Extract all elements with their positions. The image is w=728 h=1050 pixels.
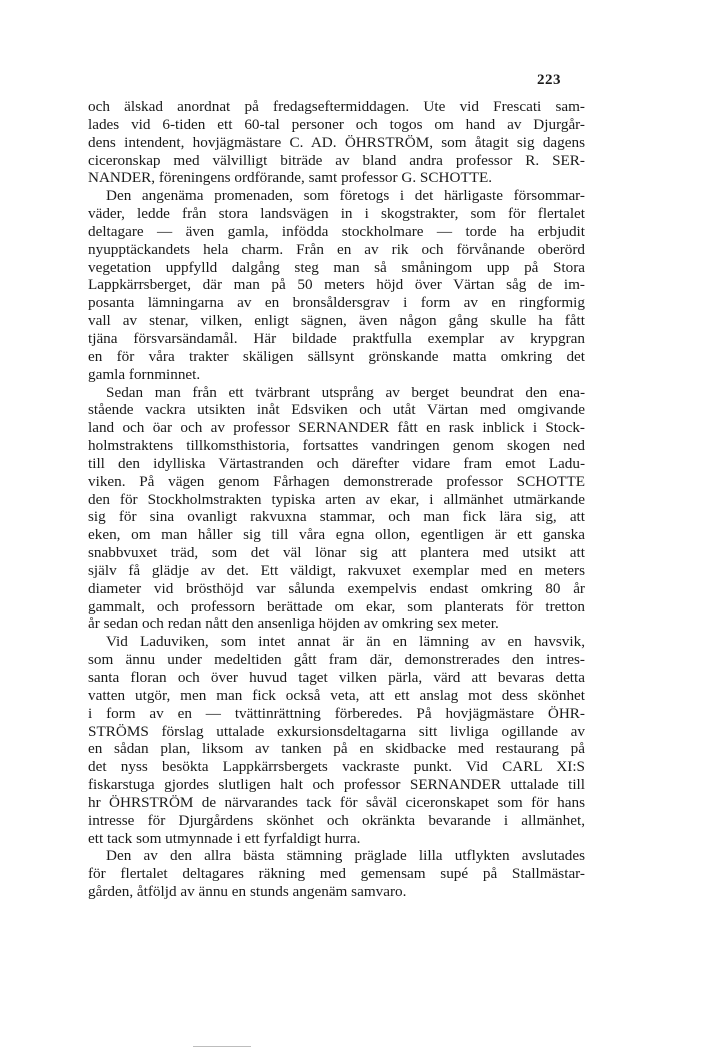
text-line: Den angenäma promenaden, som företogs i det härligaste försommar- (106, 187, 585, 205)
text-line: nyupptäckandets hela charm. Från en av rik och förvånande oberörd (88, 240, 585, 258)
text-line: ett tack som utmynnade i ett fyrfaldigt hurra. (88, 829, 361, 847)
text-line: vegetation uppfylld dalgång steg man så småningom upp på Stora (88, 258, 585, 276)
text-line: land och öar och av professor SERNANDER fått en rask inblick i Stock- (88, 419, 585, 437)
text-line: fiskarstuga gjordes slutligen halt och professor SERNANDER uttalade till (88, 776, 585, 794)
text-line: gården, åtföljd av ännu en stunds angenäm samvaro. (88, 883, 407, 901)
text-line: santa floran och över huvud taget vilken pärla, värd att bevaras detta (88, 669, 585, 686)
text-line: viken. På vägen genom Fårhagen demonstrerade professor SCHOTTE (88, 472, 585, 490)
text-line: dens intendent, hovjägmästare C. AD. ÖHRSTRÖM, som åtagit sig dagens (88, 133, 585, 151)
text-line: deltagare — även gamla, infödda stockholmare — torde ha erbjudit (88, 222, 585, 240)
text-line: en sådan plan, liksom av tanken på en skidbacke med restaurang på (88, 740, 585, 758)
text-line: för flertalet deltagares räkning med gemensam supé på Stallmästar- (88, 865, 585, 883)
text-line: det nyss besökta Lappkärrsbergets vackraste punkt. Vid CARL XI:S (88, 758, 585, 776)
text-line: eken, om man håller sig till våra egna ollon, egentligen är ett ganska (88, 526, 585, 544)
text-line: den för Stockholmstrakten typiska arten av ekar, i allmänhet utmärkande (88, 490, 585, 508)
text-line: sig för sina ovanligt rakvuxna stammar, och man fick lära sig, att (88, 508, 585, 526)
body-text (88, 98, 585, 901)
text-line: i form av en — tvättinrättning förberedes. På hovjägmästare ÖHR- (88, 704, 585, 722)
text-line: år sedan och redan nått den ansenliga höjden av omkring sex meter. (88, 615, 499, 633)
text-line: STRÖMS förslag uttalade exkursionsdeltagarna sitt livliga ogillande av (88, 722, 585, 740)
text-line: snabbvuxet träd, som det väl lönar sig att plantera med utsikt att (88, 544, 585, 562)
text-line: gammalt, och professorn berättade om ekar, som planterats för tretton (88, 597, 585, 615)
text-line: vall av stenar, vilken, enligt sägnen, även någon gång skulle ha fått (88, 312, 585, 330)
text-line: själv få glädje av det. Ett väldigt, rakvuxet exemplar med en meters (88, 561, 585, 579)
text-line: hr ÖHRSTRÖM de närvarandes tack för såväl ciceronskapet som för hans (88, 793, 585, 811)
text-line: intresse för Djurgårdens skönhet och okränkta bevarande i allmänhet, (88, 811, 585, 829)
text-line: Den av den allra bästa stämning präglade lilla utflykten avslutades (106, 847, 585, 865)
text-line: Lappkärrsberget, där man på 50 meters höjd över Värtan såg de im- (88, 276, 585, 294)
text-line: vatten utgör, men man fick också veta, att ett anslag mot dess skönhet (88, 686, 585, 704)
text-line: en för våra trakter skäligen sällsynt grönskande matta omkring det (88, 347, 585, 365)
text-line: till den idylliska Värtastranden och därefter vidare fram emot Ladu- (88, 454, 585, 472)
text-line: väder, ledde från stora landsvägen in i skogstrakter, som för flertalet (88, 205, 585, 223)
text-line: lades vid 6-tiden ett 60-tal personer och togos om hand av Djurgår- (88, 115, 585, 133)
scan-edge-mark (193, 1046, 251, 1047)
text-line: NANDER, föreningens ordförande, samt professor G. SCHOTTE. (88, 169, 493, 187)
text-line: Vid Laduviken, som intet annat är än en lämning av en havsvik, (106, 633, 585, 651)
text-line: posanta lämningarna av en bronsåldersgrav i form av en ringformig (88, 294, 585, 312)
text-line: Sedan man från ett tvärbrant utsprång av berget beundrat den ena- (106, 383, 585, 401)
text-line: diameter vid brösthöjd var sålunda exempelvis endast omkring 80 år (88, 579, 585, 597)
text-line: och älskad anordnat på fredagseftermiddagen. Ute vid Frescati sam- (88, 98, 585, 115)
text-line: gamla fornminnet. (88, 365, 201, 383)
text-line: holmstraktens tillkomsthistoria, fortsattes vandringen genom skogen ned (88, 437, 585, 455)
text-line: som ännu under medeltiden gått fram där, demonstrerades den intres- (88, 651, 585, 669)
text-line: tjäna försvarsändamål. Här bildade praktfulla exemplar av krypgran (88, 329, 585, 347)
text-line: stående vackra utsikten inåt Edsviken och utåt Värtan med omgivande (88, 401, 585, 419)
page-number: 223 (537, 72, 561, 88)
text-line: ciceronskap med välvilligt biträde av bland andra professor R. SER- (88, 151, 585, 169)
